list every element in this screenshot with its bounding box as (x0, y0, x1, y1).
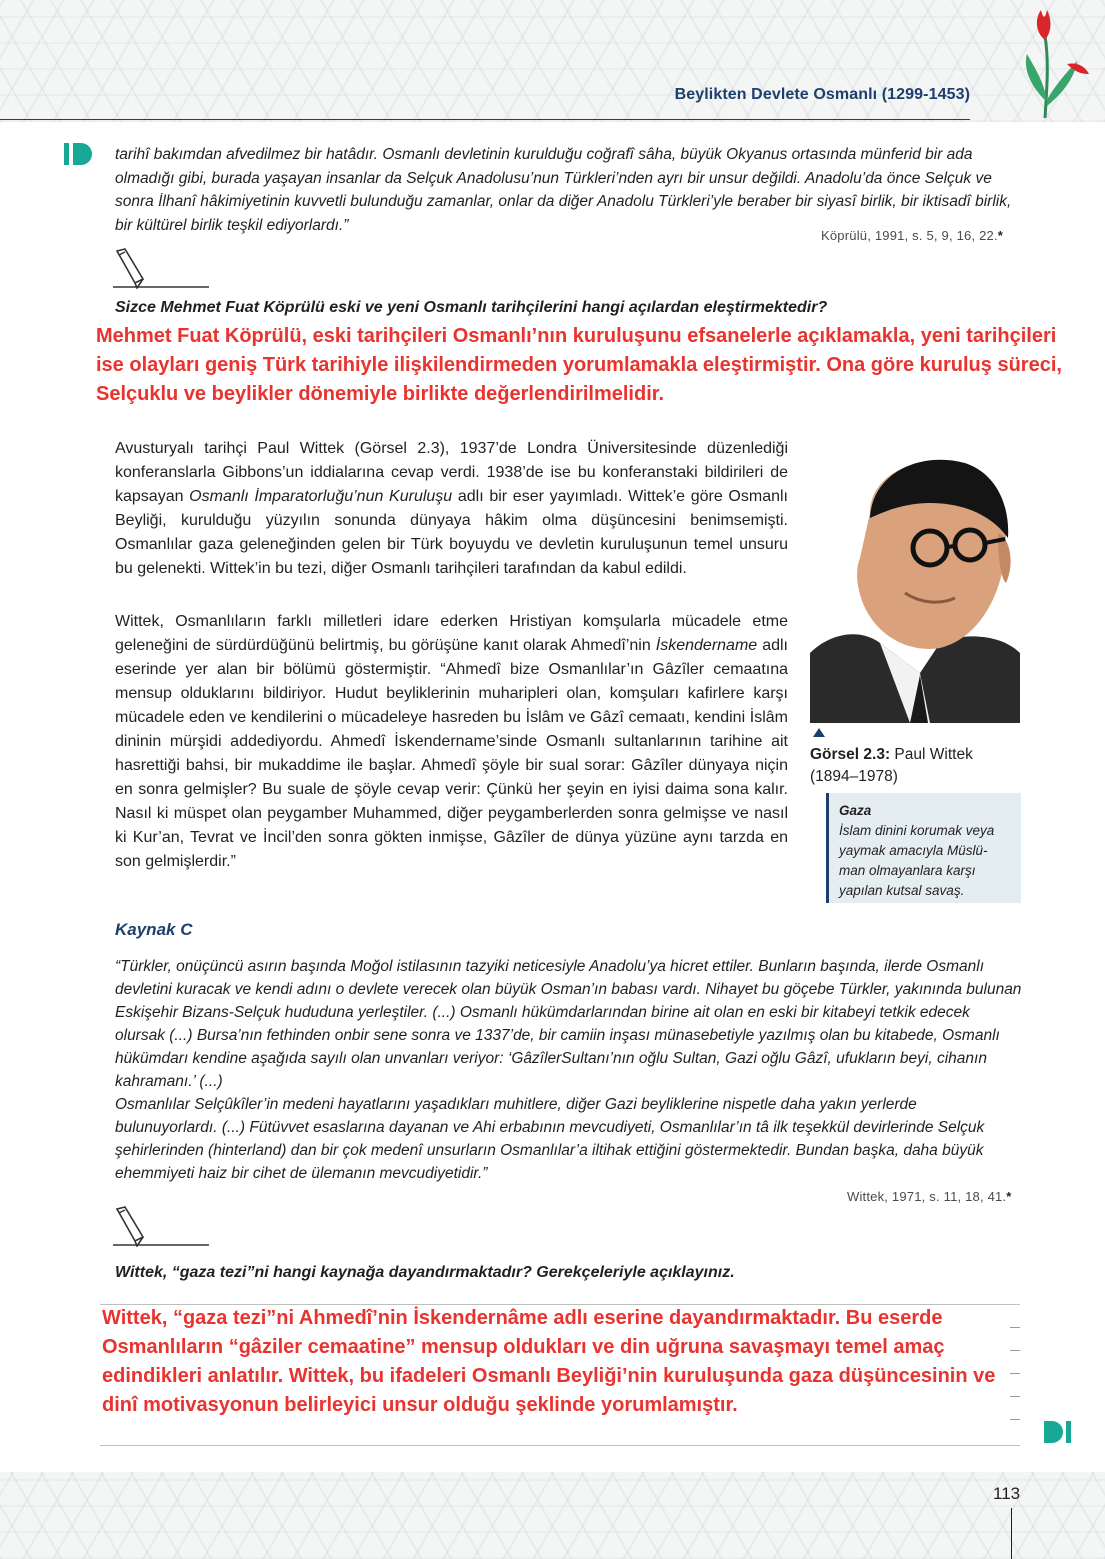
glossary-box (826, 793, 1021, 903)
wittek-paragraph-2: Wittek, Osmanlıların farklı milletleri idare ederken Hristiyan komşularla mücadele etme geleneğini de sürdürdüğünü belirtmiş, bu görüşüne kanıt olarak Ahmedî’nin İskendername adlı eserinde yer alan bir bölümü göstermiştir. “Ahmedî bize Osmanlılar’ın Gâzîler cemaatına mensup olduklarını bildiriyor. Hudut beyliklerinin muharipleri olan, komşuları kafirlere karşı mücadele eden ve kendilerini o mücadeleye hasreden bu İslâm ve Gâzî cemaatı, kendini İslâm dininin mürşidi addediyordu. Ahmedî İskendername’sinde Osmanlı sultanlarının tarihine ait hasrettiği bahsi, bir mukaddime ile başlar. Ahmedî şöyle bir sual sorar: Gâzîler dünyaya niçin en sonra gelmişler? Bu suale de şöyle cevap verir: Çünkü her şeyin en iyisi daima sona kalır. Nasıl ki müspet olan peygamber Muhammed, diğer peygamberlerden sonra gelmişse ve nasıl ki Kur’an, Tevrat ve İncil’den sonra gökten inmişse, Gâzîler de dünya yüzüne aynı tarzda en son gelmişlerdir.” (115, 613, 789, 870)
page-number-rule (1011, 1508, 1012, 1559)
wittek-citation: Wittek, 1971, s. 11, 18, 41.* (847, 1189, 1012, 1204)
source-c-quote: “Türkler, onüçüncü asırın başında Moğol istilasının tazyiki neticesiyle Anadolu’ya hicret ettiler. Bunların başında, ilerde Osmanlı devletini kuracak ve kendi adını o devlete verecek olan büyük Osman’ın babası vardı. Nihayet bu göçebe Türkler, yakınında bulunan Eskişehir Bizans-Selçuk hududuna yerleştiler. (...) Osmanlı hükümdarlarından birine ait olan en eski bir kitabeyi tetkik edecek olursak (...) Bursa’nın fethinden onbir sene sonra ve 1337’de, bir camiin inşası münasebetiyle yazılmış olan bu kitabede, Osmanlı hükümdarı kendine aşağıda sayılı olan unvanları veriyor: ‘GâzîlerSultanı’nın oğlu Sultan, Gazi oğlu Gâzî, ufukların beyi, cihanın kahramanı.’ (...) Osmanlılar Selçûkîler’in medeni hayatlarını yaşadıkları muhitlere, diğer Gazi beyliklerine nispetle daha yakın yerlerde bulunuyorlardı. (...) Fütüvvet esaslarına dayanan ve Ahi erbabının mevcudiyeti, Osmanlılar’ın tâ ilk teşekkül devirlerinde Selçuk şehirlerinden (hinterland) dan bir çok medenî unsurların Osmanlılar’a iltihak ettiğini göstermektedir. Bundan başka, daha büyük ehemmiyeti haiz bir cihet de ülemanın mevcudiyetidir.” (115, 958, 1022, 1182)
continue-to-marker-icon (1044, 1421, 1072, 1443)
answer-2: Wittek, “gaza tezi”ni Ahmedî’nin İskendernâme adlı eserine dayandırmaktadır. Bu eserde Osmanlıların “gâziler cemaatine” mensup oldukları ve din uğruna savaşmayı temel amaç edindikleri anlatılır. Wittek, bu ifadeleri Osmanlı Beyliği’nin kuruluşunda gaza düşüncesinin ve dinî motivasyonun belirleyici unsur olduğu şeklinde yorumlamıştır. (102, 1307, 996, 1416)
footer-band (0, 1472, 1105, 1559)
chapter-title: Beylikten Devlete Osmanlı (1299-1453) (674, 86, 970, 103)
book-title: İskendername (655, 637, 758, 654)
paul-wittek-photo (810, 443, 1020, 723)
answer-1: Mehmet Fuat Köprülü, eski tarihçileri Osmanlı’nın kuruluşunu efsanelerle açıklamakla, yeni tarihçileri ise olayları geniş Türk tarihiyle ilişkilendirmeden yorumlamakla eleştirmiştir. Ona göre kuruluş süreci, Selçuklu ve beylikler dönemiyle birlikte değerlendirilmelidir. (96, 325, 1062, 405)
footnote-star: * (1006, 1189, 1012, 1204)
header-rule (0, 119, 970, 120)
pencil-icon (113, 1205, 209, 1247)
koprulu-quote: tarihî bakımdan afvedilmez bir hatâdır. Osmanlı devletinin kurulduğu coğrafî sâha, büyük Okyanus ortasında münferid bir ada olmadığı gibi, burada yaşayan insanlar da Selçuk Anadolusu’nun Türkleri’nden ayrı bir unsur değildi. Anadolu’da önce Selçuk ve sonra İlhanî hâkimiyetinin kuvvetli bulunduğu zamanlar, onlar da diğer Anadolu Türkleri’yle beraber bir siyasî birlik, bir iktisadî birlik, bir kültürel birlik teşkil ediyorlardı.” (115, 146, 1012, 234)
pencil-icon (113, 247, 209, 289)
figure-caption: Görsel 2.3: Paul Wittek (1894–1978) (810, 746, 973, 785)
caption-pointer-icon (813, 728, 825, 737)
glossary-definition: İslam dinini korumak veya yaymak amacıyla Müslü-man olmayanlara karşı yapılan kutsal savaş. (839, 823, 995, 898)
wittek-paragraph-1: Avusturyalı tarihçi Paul Wittek (Görsel 2.3), 1937’de Londra Üniversitesinde düzenlediği konferanslarla Gibbons’un iddialarına cevap verdi. 1938’de ise bu konferanstaki bildirileri de kapsayan Osmanlı İmparatorluğu’nun Kuruluşu adlı bir eser yayımladı. Wittek’e göre Osmanlı Beyliği, kurulduğu yüzyılın sonunda dünyaya hâkim olma düşüncesini benimsemişti. Osmanlılar gaza geleneğinden gelen bir Türk boyuydu ve devletin kuruluşunun temel unsuru bu gelenekti. Wittek’in bu tezi, diğer Osmanlı tarihçileri tarafından da kabul edildi. (115, 440, 789, 577)
footnote-star: * (997, 228, 1004, 243)
continue-from-marker-icon (64, 143, 92, 165)
source-heading: Kaynak C (115, 920, 193, 939)
glossary-term: Gaza (839, 803, 872, 818)
book-title: Osmanlı İmparatorluğu’nun Kuruluşu (189, 488, 453, 505)
question-2: Wittek, “gaza tezi”ni hangi kaynağa dayandırmaktadır? Gerekçeleriyle açıklayınız. (115, 1264, 735, 1281)
question-1: Sizce Mehmet Fuat Köprülü eski ve yeni Osmanlı tarihçilerini hangi açılardan eleştirmektedir? (115, 299, 828, 316)
page-number: 113 (993, 1484, 1021, 1503)
koprulu-citation: Köprülü, 1991, s. 5, 9, 16, 22.* (821, 228, 1004, 243)
tulip-illustration (1005, 6, 1095, 118)
